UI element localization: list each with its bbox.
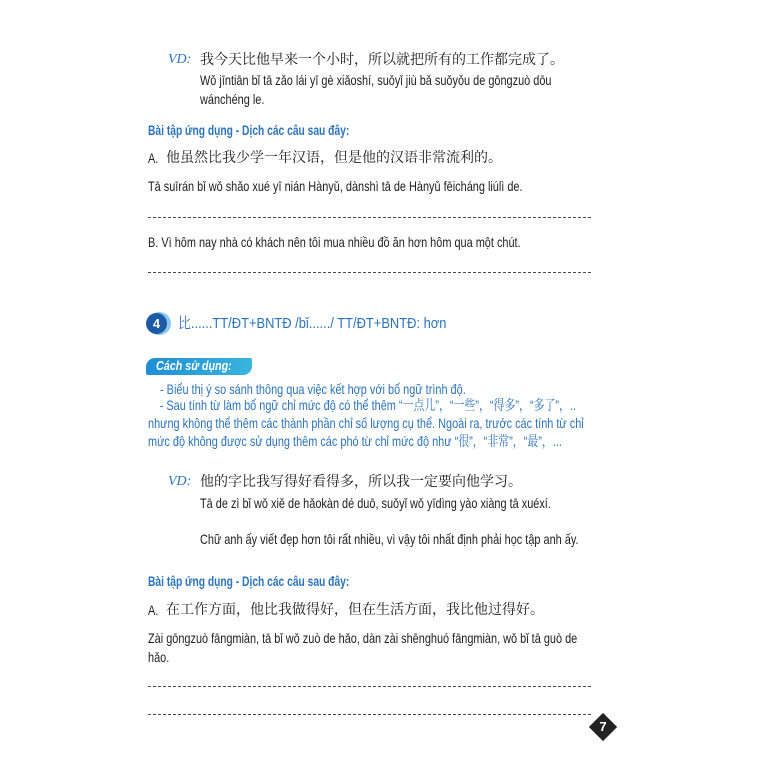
exercise-item-label: A. [148,150,159,166]
page-number: 7 [599,719,607,734]
example-translation: Chữ anh ấy viết đẹp hơn tôi rất nhiều, vì vậy tôi nhất định phải học tập anh ấy. [200,531,579,547]
exercise-item-pinyin: Zài gōngzuò fāngmiàn, tā bǐ wǒ zuò de hǎo, dàn zài shēnghuó fāngmiàn, wǒ bǐ tā guò de hǎo. [148,630,578,665]
section-number-badge: 4 [146,313,167,334]
exercise-item-pinyin: Tā suīrán bǐ wǒ shǎo xué yī nián Hànyǔ, dànshì tā de Hànyǔ fēicháng liúlì de. [148,178,523,194]
exercise-item-chinese: 在工作方面，他比我做得好，但在生活方面，我比他过得好。 [166,602,544,618]
example-chinese-sentence: 他的字比我写得好看得多，所以我一定要向他学习。 [200,474,522,490]
example-chinese-sentence: 我今天比他早来一个小时，所以就把所有的工作都完成了。 [200,52,564,68]
exercise-item-chinese: 他虽然比我少学一年汉语，但是他的汉语非常流利的。 [166,150,502,166]
exercise-item-text: Vì hôm nay nhà có khách nên tôi mua nhiều đồ ăn hơn hôm qua một chút. [161,234,521,250]
exercise-item [148,233,521,252]
answer-line [148,714,592,715]
usage-label: Cách sử dụng: [156,359,232,373]
usage-point: - Biểu thị ý so sánh thông qua việc kết hợp với bổ ngữ trình độ. [160,381,466,397]
exercise-item-label: A. [148,602,159,618]
example-pinyin: Tā de zì bǐ wǒ xiě de hǎokàn dé duō, suǒyǐ wǒ yīdìng yào xiàng tā xuéxí. [200,495,551,511]
section-title: 比......TT/ĐT+BNTĐ /bǐ....../ TT/ĐT+BNTĐ: hơn [178,315,447,332]
exercise-item-label: B. [148,234,159,250]
example-label: VD: [168,52,192,67]
usage-label-pill [146,358,252,375]
example-label: VD: [168,474,192,489]
exercise-heading: Bài tập ứng dụng - Dịch các câu sau đây: [148,574,350,589]
example-pinyin: Wǒ jīntiān bǐ tā zǎo lái yī gè xiǎoshí, suǒyǐ jiù bǎ suǒyǒu de gōngzuò dōu wánchéng le. [200,72,552,107]
exercise-heading: Bài tập ứng dụng - Dịch các câu sau đây: [148,123,350,138]
answer-line [148,272,592,273]
answer-line [148,217,592,218]
usage-point: - Sau tính từ làm bổ ngữ chỉ mức độ có thể thêm “一点儿”，“一些”，“得多”，“多了”，.. nhưng không thể thêm các thành phần chỉ số lượng cụ thể. Ngoài ra, trước các tính từ chỉ mức độ không được sử dụng thêm các phó từ chỉ mức độ như “很”，“非常”，“最”，... [148,397,584,449]
answer-line [148,686,592,687]
